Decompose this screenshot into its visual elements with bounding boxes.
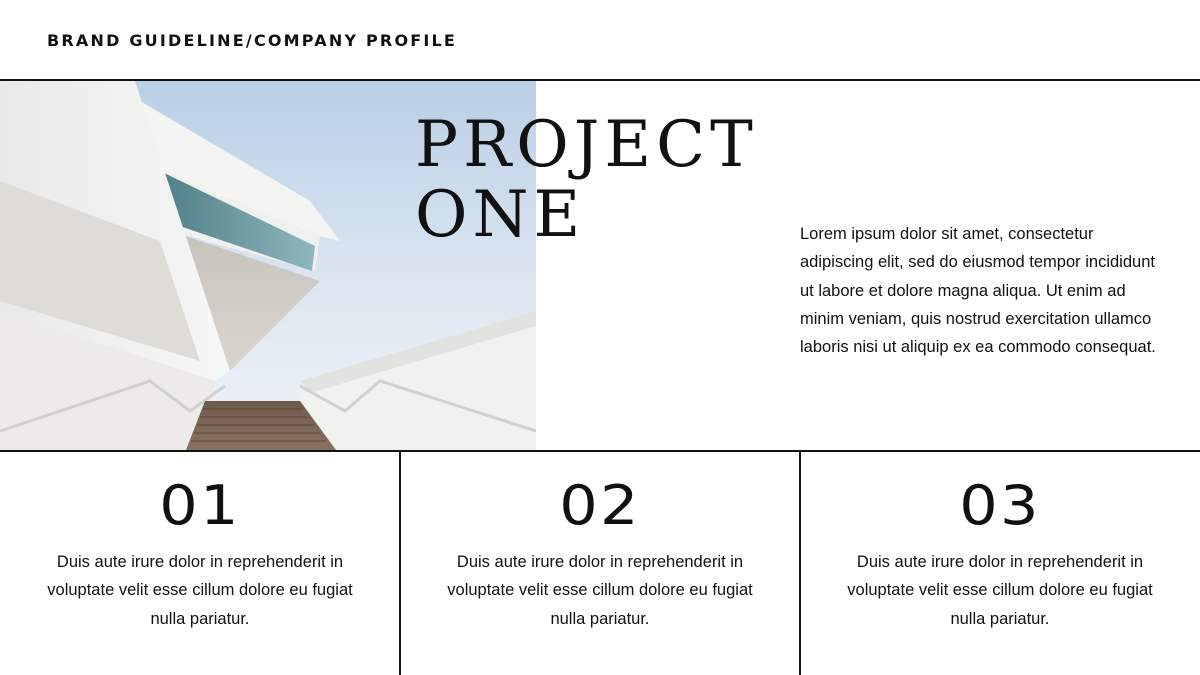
feature-text-2: Duis aute irure dolor in reprehenderit in voluptate velit esse cillum dolore eu fugiat nulla pariatur. [447,553,753,628]
feature-column-3 [800,470,1200,633]
feature-text-1: Duis aute irure dolor in reprehenderit in voluptate velit esse cillum dolore eu fugiat nulla pariatur. [47,553,353,628]
feature-text-3: Duis aute irure dolor in reprehenderit in voluptate velit esse cillum dolore eu fugiat nulla pariatur. [847,553,1153,628]
feature-column-2 [400,470,800,633]
project-title-line-1: PROJECT [415,108,758,182]
page-header-title: BRAND GUIDELINE/COMPANY PROFILE [47,31,458,50]
project-title [415,110,758,250]
feature-number-3: 03 [959,474,1041,537]
project-description: Lorem ipsum dolor sit amet, consectetur adipiscing elit, sed do eiusmod tempor incididunt ut labore et dolore magna aliqua. Ut enim ad minim veniam, quis nostrud exercitation ullamco laboris nisi ut aliquip ex ea commodo consequat. [800,225,1156,357]
project-title-line-2: ONE [415,178,586,252]
feature-number-2: 02 [559,474,641,537]
feature-column-1 [0,470,400,633]
feature-number-1: 01 [159,474,241,537]
middle-divider [0,450,1200,452]
